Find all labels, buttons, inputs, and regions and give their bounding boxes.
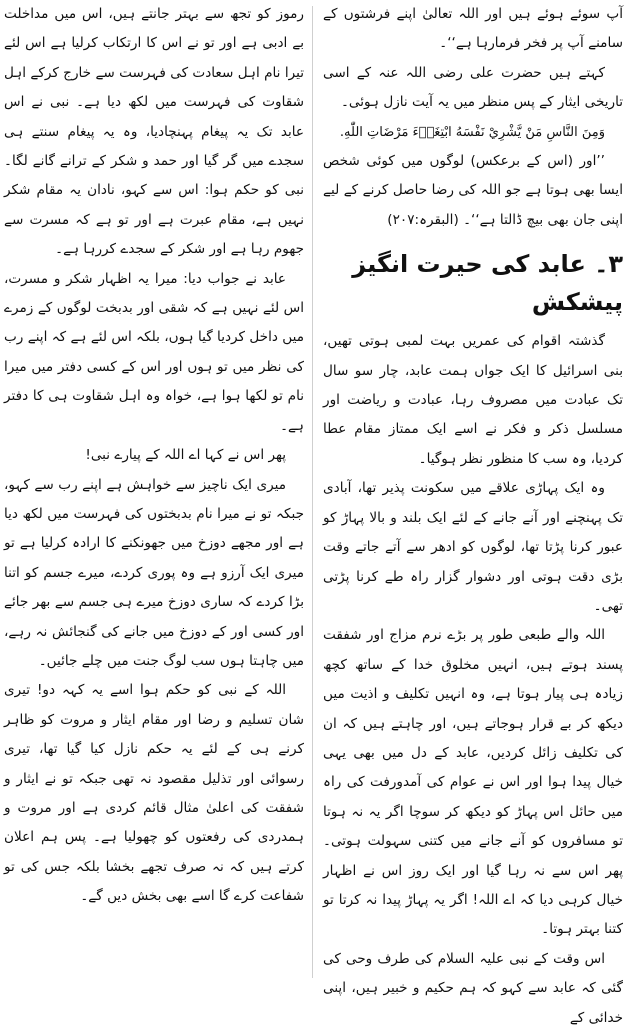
left-column xyxy=(4,0,304,984)
paragraph: گذشتہ اقوام کی عمریں بہت لمبی ہوتی تھیں، بنی اسرائیل کا ایک جواں ہمت عابد، چار سو سال تک عبادت میں مصروف رہا، عبادت و ریاضت اور مسلسل ذکر و فکر نے اسے ایک ممتاز مقام عطا کردیا، وہ سب کا منظور نظر ہوگیا۔ xyxy=(323,333,623,467)
paragraph: آپ سوئے ہوئے ہیں اور اللہ تعالیٰ اپنے فرشتوں کے سامنے آپ پر فخر فرمارہا ہے‘‘۔ xyxy=(323,6,623,52)
paragraph: اس وقت کے نبی علیہ السلام کی طرف وحی کی گئی کہ عابد سے کہو کہ ہم حکیم و خبیر ہیں، اپنی خدائی کے xyxy=(323,950,623,1026)
paragraph: عابد نے جواب دیا: میرا یہ اظہار شکر و مسرت، اس لئے نہیں ہے کہ شقی اور بدبخت لوگوں کے زمرے میں داخل کردیا گیا ہوں، بلکہ اس لئے ہے کہ اپنے رب کی نظر میں تو ہوں اور اس کے کسی دفتر میں میرا نام تو لکھا ہوا ہے، خواہ وہ اہل شقاوت ہی کا دفتر ہے۔ xyxy=(4,270,304,434)
paragraph: کہتے ہیں حضرت علی رضی اللہ عنہ کے اسی تاریخی ایثار کے پس منظر میں یہ آیت نازل ہوئی۔ xyxy=(323,64,623,111)
paragraph: پھر اس نے کہا اے اللہ کے پیارے نبی! xyxy=(85,447,286,464)
section-heading: ۳۔ عابد کی حیرت انگیز پیشکش xyxy=(352,250,623,317)
paragraph: وہ ایک پہاڑی علاقے میں سکونت پذیر تھا، آبادی تک پہنچنے اور آنے جانے کے لئے ایک بلند و بالا پہاڑ کو عبور کرنا پڑتا تھا، لوگوں کو ادھر سے آتے جاتے وقت بڑی دقت ہوتی اور دشوار گزار راہ طے کرنا پڑتی تھی۔ xyxy=(323,480,623,614)
right-column xyxy=(323,0,623,1026)
column-divider xyxy=(312,6,313,978)
paragraph: میری ایک ناچیز سے خواہش ہے اپنے رب سے کہو، جبکہ تو نے میرا نام بدبختوں کی فہرست میں لکھ دیا ہے اور مجھے دوزخ میں جھونکنے کا ارادہ کرلیا ہے تو میری ایک آرزو ہے وہ پوری کردے، میرے جسم کو اتنا بڑا کردے کہ ساری دوزخ میرے ہی جسم سے بھر جائے اور کسی اور کے دوزخ میں جانے کی گنجائش نہ رہے، میں چاہتا ہوں سب لوگ جنت میں چلے جائیں۔ xyxy=(4,476,304,669)
paragraph: رموز کو تجھ سے بہتر جانتے ہیں، اس میں مداخلت بے ادبی ہے اور تو نے اس کا ارتکاب کرلیا ہے اس لئے تیرا نام اہل سعادت کی فہرست سے خارج کرکے اہل شقاوت کی فہرست میں لکھ دیا ہے۔ نبی نے اس عابد تک یہ پیغام پہنچادیا، وہ یہ پیغام سنتے ہی سجدے میں گر گیا اور حمد و شکر کے ترانے گانے لگا۔ نبی کو حکم ہوا: اس سے کہو، نادان یہ مقام شکر نہیں ہے، مقام عبرت ہے اور تو ہے کہ مسرت سے جھوم رہا ہے اور شکر کے سجدے کررہا ہے۔ xyxy=(4,6,304,258)
verse-translation: ’’اور (اس کے برعکس) لوگوں میں کوئی شخص ایسا بھی ہوتا ہے جو اللہ کی رضا حاصل کرنے کے لیے اپنی جان بھی بیچ ڈالتا ہے‘‘۔ (البقرہ:۲۰۷) xyxy=(323,153,623,228)
paragraph: اللہ کے نبی کو حکم ہوا اسے یہ کہہ دو! تیری شان تسلیم و رضا اور مقام ایثار و مروت کو ظاہر کرنے ہی کے لئے یہ حکم نازل کیا گیا تھا، تیری رسوائی اور تذلیل مقصود نہ تھی جبکہ تو نے ایثار و شفقت کی اعلیٰ مثال قائم کردی ہے اور مروت و ہمدردی کی رفعتوں کو چھولیا ہے۔ پس ہم اعلان کرتے ہیں کہ نہ صرف تجھے بخشا بلکہ جس کی تو شفاعت کرے گا اسے بھی بخش دیں گے۔ xyxy=(4,682,304,905)
quran-verse: وَمِنَ النَّاسِ مَنْ يَّشْرِيْ نَفْسَهُ ابْتِغَاۗءَ مَرْضَاتِ اللّٰهِ. xyxy=(339,124,605,140)
paragraph: اللہ والے طبعی طور پر بڑے نرم مزاج اور شفقت پسند ہوتے ہیں، انہیں مخلوق خدا کے ساتھ کچھ زیادہ ہی پیار ہوتا ہے، وہ انہیں تکلیف و اذیت میں دیکھ کر بے قرار ہوجاتے ہیں، اور چاہتے ہیں کہ ان کی تکلیف زائل کردیں، عابد کے دل میں بھی یہی خیال پیدا ہوا اور اس نے عوام کی آمدورفت کی راہ میں حائل اس پہاڑ کو دیکھ کر سوچا اگر یہ نہ ہوتا تو مسافروں کو آنے جانے میں کتنی سہولت ہوتی۔ پھر اس سے نہ رہا گیا اور ایک روز اس نے اظہار خیال کرہی دیا کہ اے اللہ! اگر یہ پہاڑ پیدا نہ کرتا تو کتنا بہتر ہوتا۔ xyxy=(323,627,623,938)
